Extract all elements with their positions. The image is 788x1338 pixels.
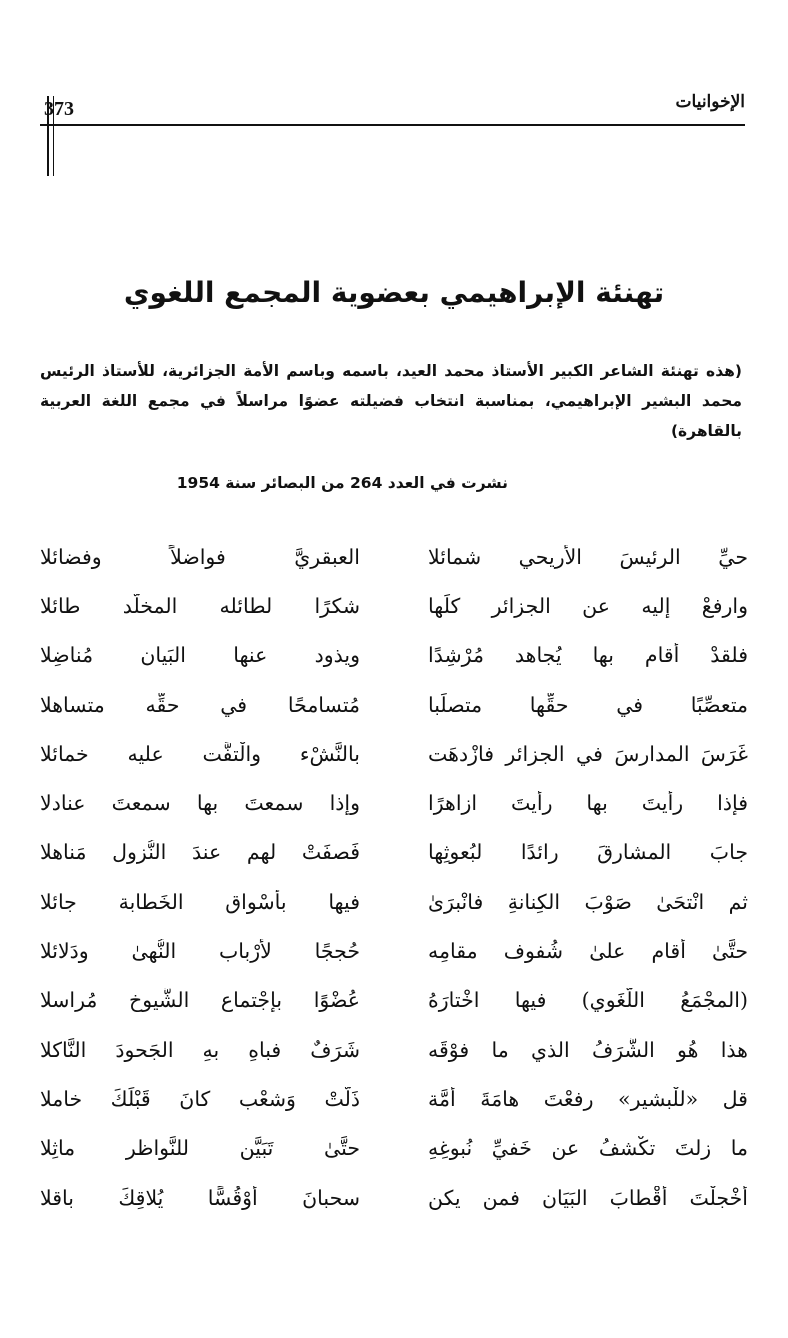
header-vertical-rule	[47, 96, 49, 176]
verse-first-hemistich: ما زلتَ تكْشفُ عن خَفيِّ نُبوغِهِ	[428, 1136, 748, 1161]
running-head: الإخوانيات	[675, 92, 745, 112]
verse-second-hemistich: فَصفَتْ لهم عندَ النُّزول مَناهلا	[40, 840, 360, 865]
verse	[40, 1173, 748, 1222]
verse	[40, 1074, 748, 1123]
verse	[40, 532, 748, 581]
verse-second-hemistich: عُضْوًا بإجْتماع الشُّيوخ مُراسلا	[40, 988, 360, 1013]
intro-text: (هذه تهنئة الشاعر الكبير الأستاذ محمد العيد، باسمه وباسم الأمة الجزائرية، للأستاذ الرئيس محمد البشير الإبراهيمي، بمناسبة انتخاب فضيلته عضوًا مراسلاً في مجمع اللغة العربية بالقاهرة)	[40, 362, 742, 440]
verse	[40, 581, 748, 630]
verse-second-hemistich: ويذود عنها البَيان مُناضِلا	[40, 643, 360, 668]
verse-second-hemistich: شَرَفٌ فباهِ بهِ الجَحودَ النَّاكلا	[40, 1037, 360, 1062]
verse-first-hemistich: جابَ المشارقَ رائدًا لبُعوثِها	[428, 840, 748, 865]
poem-title: تهنئة الإبراهيمي بعضوية المجمع اللغوي	[123, 276, 665, 309]
verse-first-hemistich: أخْجلْتَ أقْطابَ البَيَانِ فمن يكن	[428, 1185, 748, 1210]
verse-first-hemistich: وارفعْ إليه عن الجزائر كلِّها	[428, 593, 748, 618]
verse-second-hemistich: حُججًا لأرْباب النُّهىٰ ودَلائلا	[40, 939, 360, 964]
verse-first-hemistich: هذا هُو الشَّرَفُ الذي ما فوْقَه	[428, 1037, 748, 1062]
verse	[40, 1025, 748, 1074]
verse-second-hemistich: بالنَّشْء والْتفَّت عليه خمائلا	[40, 741, 360, 766]
verse-first-hemistich: حيِّ الرئيسَ الأريحي شمائلا	[428, 544, 748, 569]
verse-second-hemistich: حتَّىٰ تَبَيَّن للنَّواظر ماثِلا	[40, 1136, 360, 1161]
page-header	[40, 88, 745, 128]
verse	[40, 828, 748, 877]
intro-note	[40, 356, 742, 446]
verse-first-hemistich: فلقدْ أقام بها يُجاهد مُرْشِدًا	[428, 643, 748, 668]
poem	[40, 532, 748, 1222]
verse-second-hemistich: شكرًا لطائله المخلَّد طائلا	[40, 593, 360, 618]
verse	[40, 976, 748, 1025]
verse-first-hemistich: حتَّىٰ أقام علىٰ شُفوف مقامِه	[428, 939, 748, 964]
verse-first-hemistich: (المجْمَعُ اللُّغَوي) فيها اخْتارَهُ	[428, 988, 748, 1013]
header-vertical-rule-thin	[53, 96, 54, 176]
verse-first-hemistich: قل «للْبشير» رفعْتَ هامَةَ أمَّة	[428, 1086, 748, 1111]
verse	[40, 680, 748, 729]
verse-second-hemistich: فيها بأسْواق الخَطابة جائلا	[40, 889, 360, 914]
verse	[40, 1124, 748, 1173]
page-number: 373	[44, 98, 74, 120]
verse-first-hemistich: ثم انْتحَىٰ صَوْبَ الكِنانةِ فانْبرَىٰ	[428, 889, 748, 914]
publication-note: نشرت في العدد 264 من البصائر سنة 1954	[176, 474, 508, 492]
header-rule	[40, 124, 745, 126]
verse-first-hemistich: غَرَسَ المدارسَ في الجزائر فازْدهَت	[428, 741, 748, 766]
verse	[40, 926, 748, 975]
verse	[40, 631, 748, 680]
verse-first-hemistich: متعصِّبًا في حقِّها متصلِّبا	[428, 692, 748, 717]
verse	[40, 778, 748, 827]
verse-second-hemistich: سحبانَ أوْقُسًّا يُلاقِكَ باقلا	[40, 1185, 360, 1210]
verse-second-hemistich: العبقريَّ فواضلاً وفضائلا	[40, 544, 360, 569]
verse	[40, 729, 748, 778]
verse-second-hemistich: ذَلَّتْ وَشعْب كانَ قَبْلَكَ خاملا	[40, 1086, 360, 1111]
verse-first-hemistich: فإذا رأيتَ بها رأيتَ ازاهرًا	[428, 791, 748, 816]
verse	[40, 877, 748, 926]
verse-second-hemistich: وإذا سمعتَ بها سمعتَ عنادلا	[40, 791, 360, 816]
verse-second-hemistich: مُتسامحًا في حقِّه متساهلا	[40, 692, 360, 717]
